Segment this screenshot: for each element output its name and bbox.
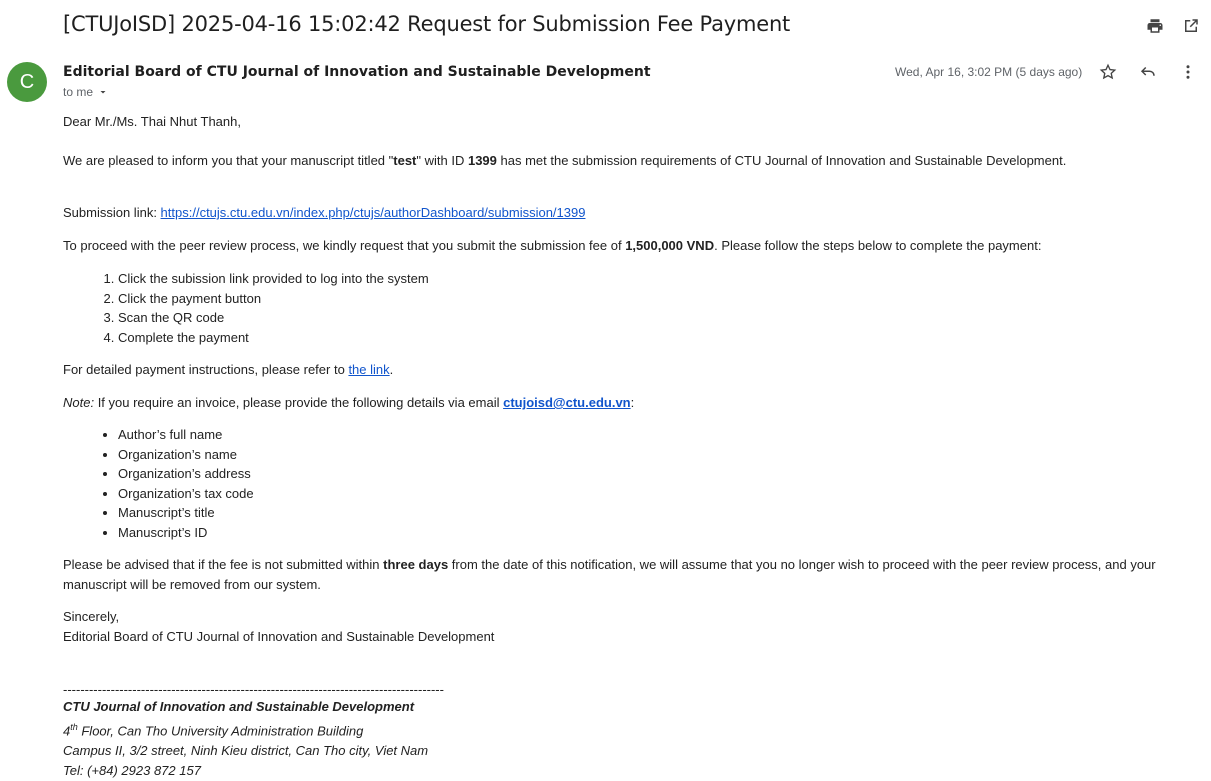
list-item: • Organization’s address (118, 464, 1173, 484)
paragraph-deadline (63, 555, 1173, 595)
closing-name: Editorial Board of CTU Journal of Innovation and Sustainable Development (63, 629, 495, 644)
signature-floor (63, 717, 1173, 741)
payment-steps-list (63, 269, 1173, 347)
closing: Sincerely, (63, 609, 120, 624)
signature-floor-suffix: th (70, 722, 78, 732)
signature-title: CTU Journal of Innovation and Sustainable Development (63, 699, 415, 714)
email-date: Wed, Apr 16, 3:02 PM (5 days ago) (895, 65, 1083, 79)
p1-text-a: We are pleased to inform you that your manuscript titled " (63, 153, 394, 168)
print-icon[interactable] (1145, 16, 1165, 36)
p1-text-c: has met the submission requirements of CTU Journal of Innovation and Sustainable Development. (496, 153, 1067, 168)
note-label: Note: (63, 395, 95, 410)
more-vert-icon[interactable] (1178, 62, 1198, 82)
manuscript-id: 1399 (467, 153, 497, 168)
list-item: • Organization’s tax code (118, 484, 1173, 504)
submission-link-line (63, 203, 1173, 223)
fee-amount: 1,500,000 VND (625, 238, 715, 253)
signature-tel: Tel: (+84) 2923 872 157 (63, 763, 201, 779)
list-item: • Manuscript’s title (118, 503, 1173, 523)
p1-text-b: " with ID (416, 153, 468, 168)
recipient-details-toggle[interactable] (63, 85, 109, 99)
signature-divider: ---------------------------------------------------------------------------------------- (63, 682, 444, 697)
message-actions (1098, 62, 1198, 82)
signature-floor-number: 4 (63, 723, 71, 739)
chevron-down-icon (97, 86, 109, 98)
open-in-new-window-icon[interactable] (1181, 16, 1201, 36)
email-link[interactable]: ctujoisd@ctu.edu.vn (503, 395, 631, 410)
p4-text-a: Please be advised that if the fee is not submitted within (63, 557, 384, 572)
list-item: 3. Scan the QR code (118, 308, 1173, 328)
signature-floor-text: Floor, Can Tho University Administration Building (77, 723, 364, 739)
sender-name: Editorial Board of CTU Journal of Innovation and Sustainable Development (63, 64, 651, 80)
note-text: If you require an invoice, please provide the following details via email (94, 395, 504, 410)
submission-link-label: Submission link: (63, 205, 161, 220)
email-subject: [CTUJoISD] 2025-04-16 15:02:42 Request for Submission Fee Payment (63, 12, 791, 36)
list-item: • Organization’s name (118, 445, 1173, 465)
greeting: Dear Mr./Ms. Thai Nhut Thanh, (63, 114, 241, 129)
manuscript-title: test (393, 153, 417, 168)
p3-text-a: For detailed payment instructions, please refer to (63, 362, 349, 377)
avatar[interactable]: C (7, 62, 47, 102)
list-item: • Author’s full name (118, 425, 1173, 445)
list-item: 4. Complete the payment (118, 328, 1173, 348)
list-item: 2. Click the payment button (118, 289, 1173, 309)
note-end: : (630, 395, 635, 410)
recipient-label: to me (63, 85, 94, 99)
list-item: • Manuscript’s ID (118, 523, 1173, 543)
invoice-details-list (63, 425, 1173, 542)
paragraph-instructions (63, 360, 1173, 380)
list-item: 1. Click the subission link provided to log into the system (118, 269, 1173, 289)
top-toolbar (1145, 16, 1201, 36)
paragraph-acceptance (63, 151, 1173, 171)
p2-text-b: . Please follow the steps below to complete the payment: (714, 238, 1042, 253)
paragraph-note (63, 393, 1173, 413)
instructions-link[interactable]: the link (348, 362, 390, 377)
paragraph-fee (63, 236, 1173, 256)
star-icon[interactable] (1098, 62, 1118, 82)
email-body (63, 112, 1173, 781)
p3-text-b: . (389, 362, 394, 377)
reply-icon[interactable] (1138, 62, 1158, 82)
submission-link[interactable]: https://ctujs.ctu.edu.vn/index.php/ctujs/authorDashboard/submission/1399 (160, 205, 586, 220)
signature-address: Campus II, 3/2 street, Ninh Kieu district, Can Tho city, Viet Nam (63, 743, 429, 759)
deadline: three days (383, 557, 449, 572)
p2-text-a: To proceed with the peer review process, we kindly request that you submit the submission fee of (63, 238, 626, 253)
p4-text-b: from the date of this notification, we will assume that you no longer wish to proceed with the peer review process, and your manuscript will be removed from our system. (63, 557, 1156, 592)
